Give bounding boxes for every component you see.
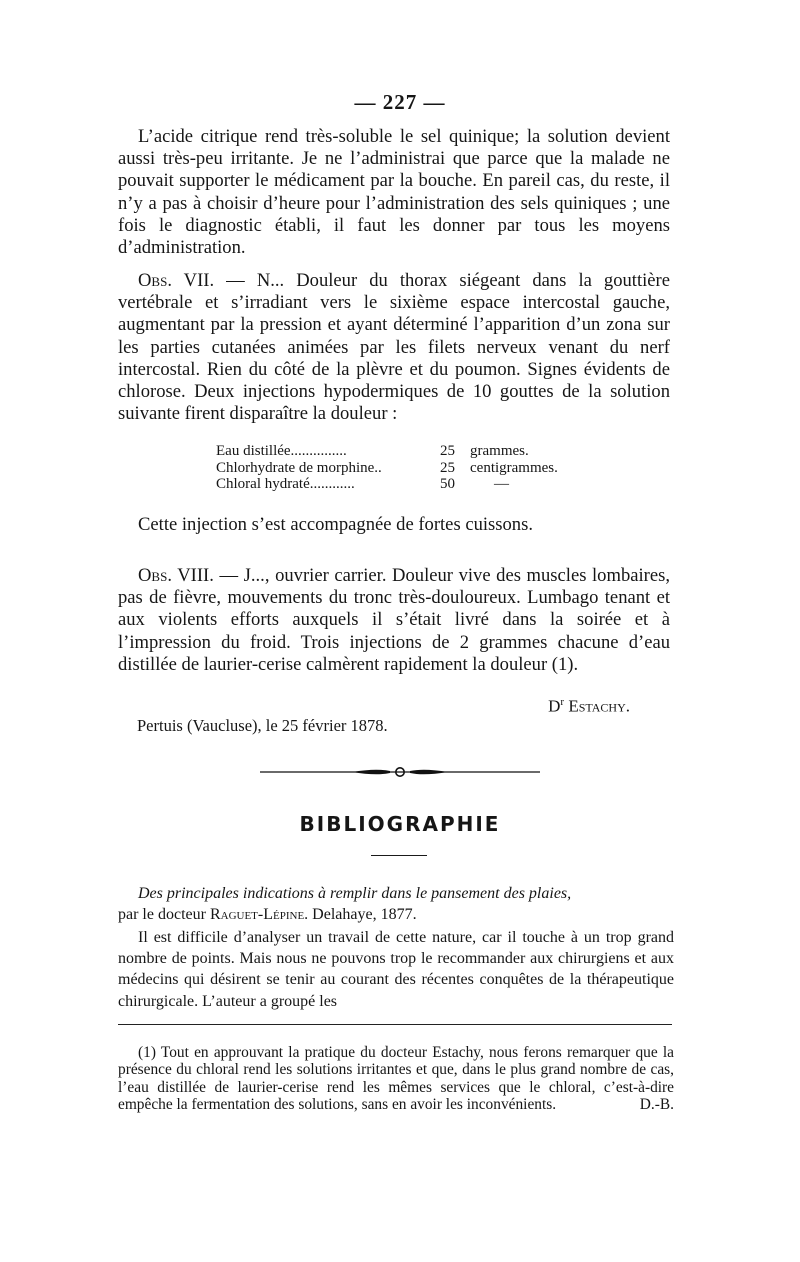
prescription-quantity: 25 bbox=[440, 459, 455, 476]
prescription-ingredient: Chloral hydraté............ bbox=[216, 476, 355, 492]
observation-viii bbox=[118, 565, 670, 676]
bibliography-author: Raguet-Lépine bbox=[209, 906, 305, 924]
signature-name: Estachy. bbox=[568, 696, 630, 716]
observation-vii-label: Obs. VII. bbox=[138, 270, 215, 291]
heading-rule bbox=[371, 855, 427, 856]
signature-prefix: D bbox=[548, 696, 561, 716]
paragraph-citric-acid: L’acide citrique rend très-soluble le sel quinique; la solution devient aussi très-peu irritante. Je ne l’administrai que parce que la malade ne pouvait supporter le médicament par la bouche. En pareil cas, du reste, il n’y a pas à choisir d’heure pour l’administration des sels quiniques ; une fois le diagnostic établi, il faut les donner par tous les moyens d’administration. bbox=[118, 126, 670, 259]
signature-superscript: r bbox=[560, 696, 565, 708]
bibliography-review-text: Il est difficile d’analyser un travail de cette nature, car il touche à un trop grand nombre de points. Mais nous ne pouvons trop le recommander aux chirurgiens et aux médecins qui désirent se tenir au courant des récentes conquêtes de la thérapeutique chirurgicale. L’auteur a groupé les bbox=[118, 929, 674, 1010]
author-line-prefix: par le docteur bbox=[118, 906, 210, 924]
section-heading: BIBLIOGRAPHIE bbox=[299, 812, 501, 836]
footnote-initials: D.-B. bbox=[639, 1096, 674, 1114]
footnote-text: (1) Tout en approuvant la pratique du docteur Estachy, nous ferons remarquer que la présence du chloral rend les solutions irritantes et que, dans le plus grand nombre de cas, l’eau distillée de laurier-cerise rend les mêmes services que le chloral, c’est-à-dire empêche la fermentation des solutions, sans en avoir les inconvénients. bbox=[118, 1044, 674, 1114]
prescription-table bbox=[216, 443, 616, 493]
prescription-quantity: 50 bbox=[440, 476, 455, 492]
observation-vii-text: — N... Douleur du thorax siégeant dans la gouttière vertébrale et s’irradiant vers le sixième espace intercostal gauche, augmentant par la pression et ayant déterminé l’apparition d’un zona sur les parties cutanées animées par les filets nerveux venant du nerf intercostal. Rien du côté de la plèvre et du poumon. Signes évidents de chlorose. Deux injections hypodermiques de 10 gouttes de la solution suivante firent disparaître la douleur : bbox=[118, 270, 670, 425]
prescription-ingredient: Eau distillée............... bbox=[216, 443, 347, 459]
paragraph-burning: Cette injection s’est accompagnée de fortes cuissons. bbox=[138, 514, 533, 535]
bibliography-title: Des principales indications à remplir dans le pansement des plaies, bbox=[138, 885, 572, 902]
author-line-suffix: . Delahaye, 1877. bbox=[304, 906, 417, 924]
footnote bbox=[118, 1044, 674, 1114]
observation-viii-label: Obs. VIII. bbox=[138, 565, 214, 586]
prescription-ingredient: Chlorhydrate de morphine.. bbox=[216, 459, 382, 476]
observation-viii-text: — J..., ouvrier carrier. Douleur vive des muscles lombaires, pas de fièvre, mouvements du tronc très-douloureux. Lumbago tenant et aux violents efforts auxquels il s’était livré dans la soirée et à l’impression du froid. Trois injections de 2 grammes chacune d’eau distillée de laurier-cerise calmèrent rapidement la douleur (1). bbox=[118, 565, 670, 675]
prescription-unit: centigrammes. bbox=[470, 459, 558, 476]
prescription-row bbox=[216, 476, 616, 493]
prescription-row bbox=[216, 460, 616, 477]
ornament-divider bbox=[260, 765, 540, 779]
observation-vii bbox=[118, 270, 670, 425]
prescription-row bbox=[216, 443, 616, 460]
author-signature bbox=[440, 696, 630, 717]
place-and-date: Pertuis (Vaucluse), le 25 février 1878. bbox=[137, 716, 388, 735]
bibliography-entry bbox=[118, 883, 674, 925]
prescription-quantity: 25 bbox=[440, 443, 455, 459]
prescription-unit: — bbox=[494, 476, 509, 492]
page-number: — 227 — bbox=[354, 90, 446, 114]
prescription-unit: grammes. bbox=[470, 443, 529, 459]
footnote-rule bbox=[118, 1024, 672, 1025]
